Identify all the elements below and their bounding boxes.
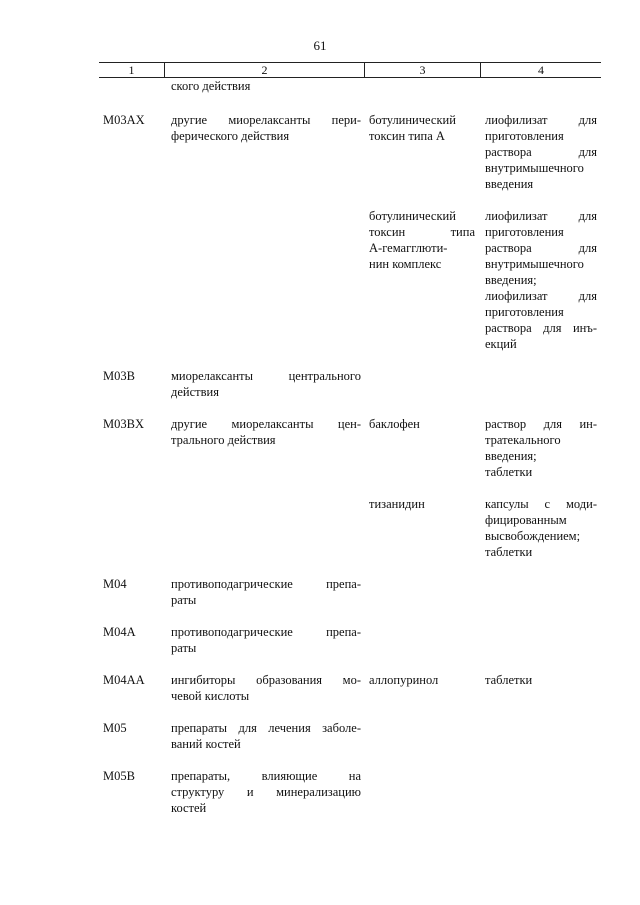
dosage-form xyxy=(485,208,597,352)
dosage-form-line: приготовления xyxy=(485,225,564,239)
medicinal-substance-line: ботулинический xyxy=(369,209,456,223)
dosage-form-line: таблетки xyxy=(485,673,533,687)
dosage-form-line: приготовления xyxy=(485,129,564,143)
dosage-form-line: таблетки xyxy=(485,465,533,479)
atc-code: M05 xyxy=(103,721,127,735)
dosage-form-line: лиофилизат для xyxy=(485,289,597,303)
anatomical-therapeutic-group xyxy=(171,672,361,704)
anatomical-therapeutic-group xyxy=(171,416,361,448)
anatomical-therapeutic-group xyxy=(171,112,361,144)
atc-code: M03AX xyxy=(103,113,145,127)
dosage-form-line: раствора для xyxy=(485,145,597,159)
medicinal-substance-line: А-гемагглюти- xyxy=(369,241,448,255)
anatomical-therapeutic-group-line: противоподагрические препа- xyxy=(171,577,361,591)
atc-code: M03B xyxy=(103,369,135,383)
anatomical-therapeutic-group xyxy=(171,576,361,608)
anatomical-therapeutic-group-line: ингибиторы образования мо- xyxy=(171,673,361,687)
column-header-1: 1 xyxy=(99,63,165,77)
atc-code: M04AA xyxy=(103,673,145,687)
anatomical-therapeutic-group-line: трального действия xyxy=(171,433,276,447)
anatomical-therapeutic-group-line: ваний костей xyxy=(171,737,241,751)
medicinal-substance xyxy=(369,416,475,432)
atc-code: M04 xyxy=(103,577,127,591)
dosage-form-line: екций xyxy=(485,337,517,351)
medicinal-substance xyxy=(369,112,475,144)
medicinal-substance-line: тизанидин xyxy=(369,497,425,511)
anatomical-therapeutic-group-line: чевой кислоты xyxy=(171,689,250,703)
dosage-form-line: раствора для инъ- xyxy=(485,321,597,335)
anatomical-therapeutic-group xyxy=(171,720,361,752)
dosage-form-line: приготовления xyxy=(485,305,564,319)
medicinal-substance-line: токсин типа xyxy=(369,225,475,239)
dosage-form-line: внутримышечного xyxy=(485,257,584,271)
column-header-4: 4 xyxy=(538,63,544,77)
dosage-form-line: введения xyxy=(485,177,534,191)
dosage-form-line: фицированным xyxy=(485,513,567,527)
anatomical-therapeutic-group-line: ского действия xyxy=(171,79,251,93)
medicinal-substance-line: баклофен xyxy=(369,417,420,431)
medicinal-substance-line: ботулинический xyxy=(369,113,456,127)
anatomical-therapeutic-group xyxy=(171,624,361,656)
anatomical-therapeutic-group xyxy=(171,78,361,94)
medicinal-substance-line: аллопуринол xyxy=(369,673,439,687)
medicinal-substance xyxy=(369,208,475,272)
dosage-form xyxy=(485,416,597,480)
atc-code: M03BX xyxy=(103,417,144,431)
atc-code: M04A xyxy=(103,625,136,639)
dosage-form-line: раствор для ин- xyxy=(485,417,597,431)
anatomical-therapeutic-group-line: другие миорелаксанты цен- xyxy=(171,417,361,431)
dosage-form-line: внутримышечного xyxy=(485,161,584,175)
dosage-form-line: лиофилизат для xyxy=(485,209,597,223)
dosage-form-line: раствора для xyxy=(485,241,597,255)
atc-code: M05B xyxy=(103,769,135,783)
page-number: 61 xyxy=(313,38,327,53)
medicinal-substance-line: токсин типа А xyxy=(369,129,445,143)
dosage-form-line: высвобождением; xyxy=(485,529,581,543)
anatomical-therapeutic-group-line: противоподагрические препа- xyxy=(171,625,361,639)
dosage-form-line: введения; xyxy=(485,273,537,287)
anatomical-therapeutic-group xyxy=(171,768,361,816)
anatomical-therapeutic-group-line: структуру и минерализацию xyxy=(171,785,361,799)
column-header-3: 3 xyxy=(365,63,481,77)
medicinal-substance-line: нин комплекс xyxy=(369,257,442,271)
dosage-form-line: тратекального xyxy=(485,433,561,447)
anatomical-therapeutic-group-line: раты xyxy=(171,593,197,607)
anatomical-therapeutic-group-line: раты xyxy=(171,641,197,655)
table-column-header xyxy=(99,62,601,78)
column-header-2: 2 xyxy=(165,63,365,77)
anatomical-therapeutic-group-line: другие миорелаксанты пери- xyxy=(171,113,361,127)
dosage-form xyxy=(485,672,597,688)
dosage-form xyxy=(485,496,597,560)
dosage-form xyxy=(485,112,597,192)
dosage-form-line: капсулы с моди- xyxy=(485,497,597,511)
anatomical-therapeutic-group-line: костей xyxy=(171,801,207,815)
anatomical-therapeutic-group-line: препараты, влияющие на xyxy=(171,769,361,783)
dosage-form-line: лиофилизат для xyxy=(485,113,597,127)
anatomical-therapeutic-group-line: ферического действия xyxy=(171,129,290,143)
dosage-form-line: введения; xyxy=(485,449,537,463)
anatomical-therapeutic-group-line: препараты для лечения заболе- xyxy=(171,721,361,735)
anatomical-therapeutic-group xyxy=(171,368,361,400)
medicinal-substance xyxy=(369,672,475,688)
dosage-form-line: таблетки xyxy=(485,545,533,559)
anatomical-therapeutic-group-line: действия xyxy=(171,385,219,399)
medicinal-substance xyxy=(369,496,475,512)
anatomical-therapeutic-group-line: миорелаксанты центрального xyxy=(171,369,361,383)
